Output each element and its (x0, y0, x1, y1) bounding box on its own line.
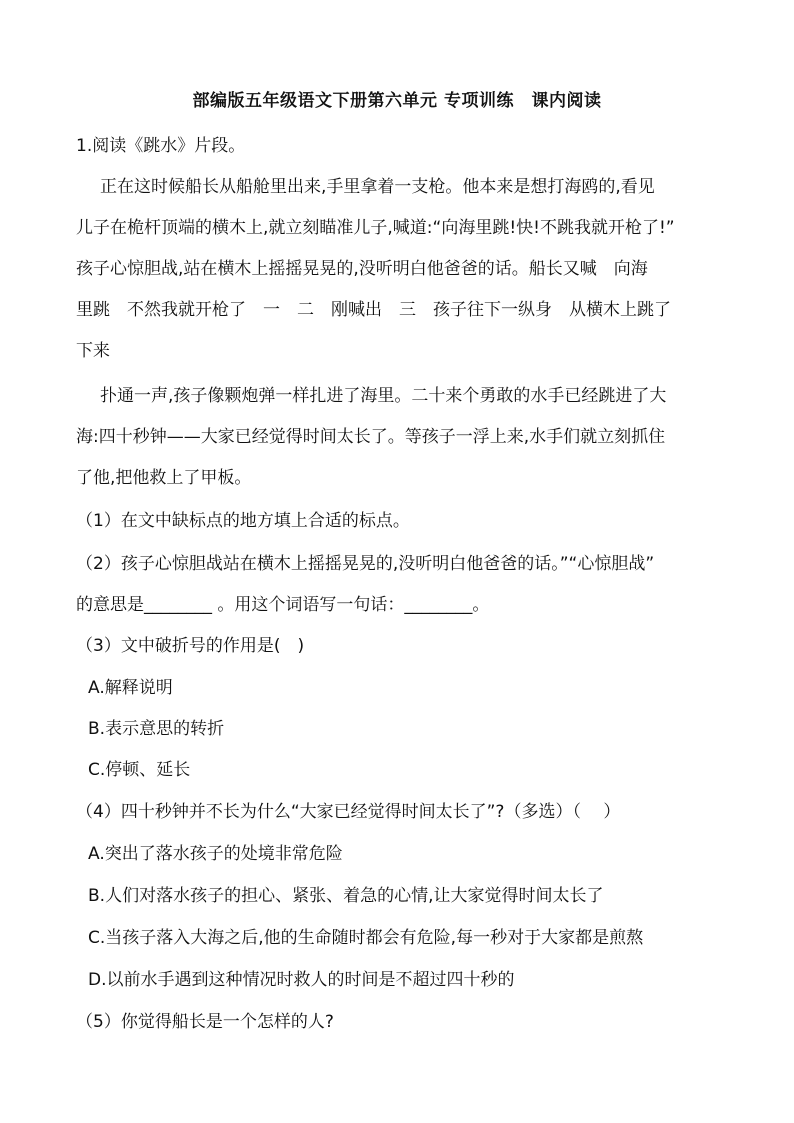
q4-option-d: D.以前水手遇到这种情况时救人的时间是不超过四十秒的 (88, 970, 515, 990)
q3-option-c: C.停顿、延长 (88, 760, 191, 780)
passage-line: 了他,把他救上了甲板。 (76, 468, 252, 488)
question-5: （5）你觉得船长是一个怎样的人? (76, 1012, 334, 1032)
question-2-line-1: （2）孩子心惊胆战站在横木上摇摇晃晃的,没听明白他爸爸的话。”“心惊胆战” (76, 554, 655, 574)
question-2-line-2: 的意思是________ 。用这个词语写一句话：________。 (76, 595, 490, 615)
q4-option-c: C.当孩子落入大海之后,他的生命随时都会有危险,每一秒对于大家都是煎熬 (88, 928, 644, 948)
page-title: 部编版五年级语文下册第六单元 专项训练 课内阅读 (192, 91, 602, 111)
q4-option-b: B.人们对落水孩子的担心、紧张、着急的心情,让大家觉得时间太长了 (88, 886, 604, 906)
q3-option-a: A.解释说明 (88, 678, 173, 698)
q4-option-a: A.突出了落水孩子的处境非常危险 (88, 844, 343, 864)
question-3: （3）文中破折号的作用是( ) (76, 636, 305, 656)
question-4: （4）四十秒钟并不长为什么“大家已经觉得时间太长了”?（多选）（ ） (76, 802, 621, 822)
passage-line: 海:四十秒钟——大家已经觉得时间太长了。等孩子一浮上来,水手们就立刻抓住 (76, 427, 666, 447)
question-intro: 1.阅读《跳水》片段。 (76, 136, 246, 156)
q3-option-b: B.表示意思的转折 (88, 719, 225, 739)
passage-line: 正在这时候船长从船舱里出来,手里拿着一支枪。他本来是想打海鸥的,看见 (100, 177, 655, 197)
passage-line: 扑通一声,孩子像颗炮弹一样扎进了海里。二十来个勇敢的水手已经跳进了大 (100, 386, 667, 406)
question-1: （1）在文中缺标点的地方填上合适的标点。 (76, 511, 410, 531)
passage-line: 孩子心惊胆战,站在横木上摇摇晃晃的,没听明白他爸爸的话。船长又喊 向海 (76, 259, 648, 279)
passage-line: 儿子在桅杆顶端的横木上,就立刻瞄准儿子,喊道:“向海里跳!快!不跳我就开枪了!” (76, 218, 675, 238)
passage-line: 下来 (76, 341, 110, 361)
passage-line: 里跳 不然我就开枪了 一 二 刚喊出 三 孩子往下一纵身 从横木上跳了 (76, 300, 671, 320)
